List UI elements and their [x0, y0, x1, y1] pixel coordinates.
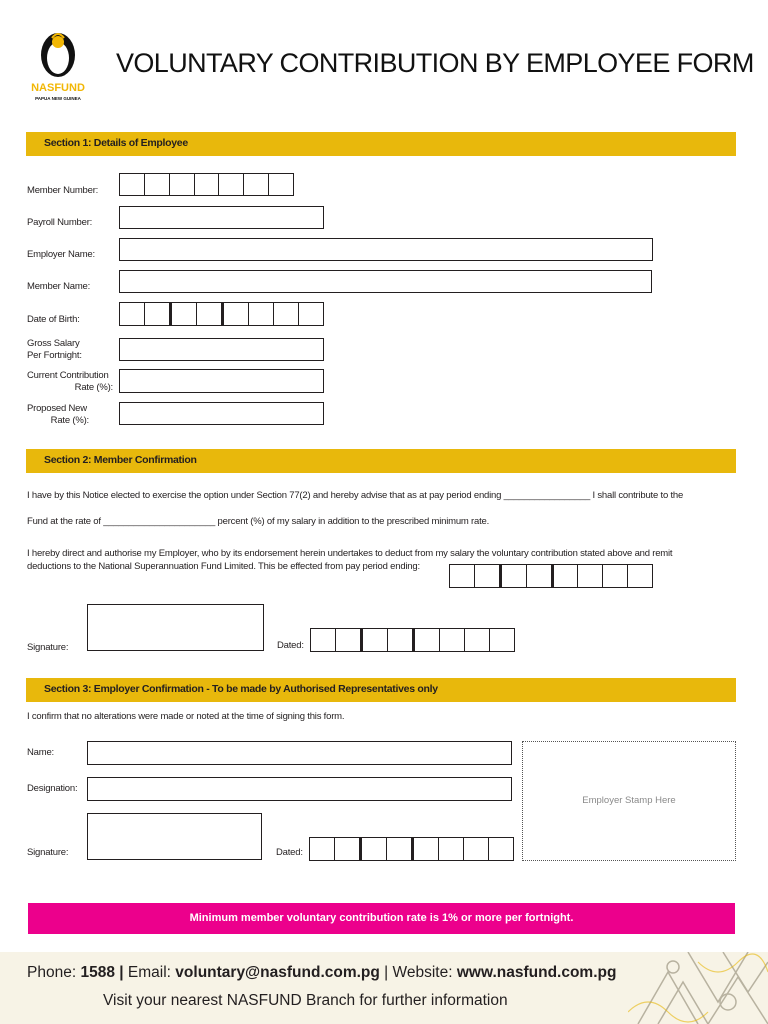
gross-salary-label-2: Per Fortnight:	[27, 350, 82, 361]
designation-label: Designation:	[27, 783, 78, 794]
contact-line: Phone: 1588 | Email: voluntary@nasfund.com.pg | Website: www.nasfund.com.pg	[27, 964, 617, 981]
svg-text:NASFUND: NASFUND	[31, 82, 85, 94]
nasfund-logo	[28, 28, 92, 106]
employer-confirm-text: I confirm that no alterations were made or noted at the time of signing this form.	[27, 711, 345, 722]
website-label: Website:	[392, 964, 453, 981]
notice-election-text: I have by this Notice elected to exercise the option under Section 77(2) and hereby advise that as at pay period ending _________________ I shall contribute to the	[27, 490, 684, 501]
phone-number[interactable]: 1588	[80, 964, 115, 981]
employer-signature-label: Signature:	[27, 847, 69, 858]
employer-name-label: Employer Name:	[27, 249, 95, 260]
section-3-heading: Section 3: Employer Confirmation - To be made by Authorised Representatives only	[44, 683, 438, 695]
payroll-number-label: Payroll Number:	[27, 217, 93, 228]
section-2-bar	[26, 449, 736, 473]
proposed-rate-label-1: Proposed New	[27, 403, 87, 414]
pay-period-date-input[interactable]	[449, 564, 653, 588]
deduction-text: deductions to the National Superannuation Fund Limited. This be effected from pay period ending:	[27, 561, 420, 572]
footer	[0, 952, 768, 1024]
gross-salary-label-1: Gross Salary	[27, 338, 80, 349]
member-signature-label: Signature:	[27, 642, 69, 653]
contribution-rate-text: Fund at the rate of ______________________ percent (%) of my salary in addition to the prescribed minimum rate.	[27, 516, 490, 527]
member-number-label: Member Number:	[27, 185, 99, 196]
phone-label: Phone:	[27, 964, 77, 981]
employer-rep-name-input[interactable]	[87, 741, 512, 765]
svg-text:PAPUA NEW GUINEA: PAPUA NEW GUINEA	[35, 96, 81, 101]
member-name-input[interactable]	[119, 270, 652, 293]
dob-label: Date of Birth:	[27, 314, 80, 325]
section-2-heading: Section 2: Member Confirmation	[44, 454, 197, 466]
tribal-pattern-icon	[628, 952, 768, 1024]
member-number-input[interactable]	[119, 173, 294, 196]
gross-salary-input[interactable]	[119, 338, 324, 361]
employer-stamp-area[interactable]	[522, 741, 736, 861]
employer-dated-label: Dated:	[276, 847, 303, 858]
authorisation-text: I hereby direct and authorise my Employer, who by its endorsement herein undertakes to deduct from my salary the voluntary contribution stated above and remit	[27, 548, 673, 559]
employer-stamp-placeholder: Employer Stamp Here	[582, 795, 676, 806]
section-3-bar	[26, 678, 736, 702]
proposed-rate-label-2: Rate (%):	[50, 415, 89, 426]
minimum-rate-notice	[28, 903, 735, 934]
member-dated-label: Dated:	[277, 640, 304, 651]
employer-dated-input[interactable]	[309, 837, 514, 861]
employer-signature-box[interactable]	[87, 813, 262, 860]
email-link[interactable]: voluntary@nasfund.com.pg	[175, 964, 380, 981]
website-link[interactable]: www.nasfund.com.pg	[456, 964, 617, 981]
section-1-heading: Section 1: Details of Employee	[44, 137, 188, 149]
section-1-bar	[26, 132, 736, 156]
current-rate-label-2: Rate (%):	[74, 382, 113, 393]
email-label: Email:	[127, 964, 171, 981]
proposed-rate-input[interactable]	[119, 402, 324, 425]
designation-input[interactable]	[87, 777, 512, 801]
member-signature-box[interactable]	[87, 604, 264, 651]
minimum-rate-notice-text: Minimum member voluntary contribution rate is 1% or more per fortnight.	[189, 912, 574, 924]
form-title: VOLUNTARY CONTRIBUTION BY EMPLOYEE FORM	[116, 48, 754, 78]
employer-name-label-s3: Name:	[27, 747, 54, 758]
dob-input[interactable]	[119, 302, 324, 326]
current-rate-input[interactable]	[119, 369, 324, 393]
employer-name-input[interactable]	[119, 238, 653, 261]
payroll-number-input[interactable]	[119, 206, 324, 229]
nasfund-logo-icon	[28, 28, 92, 106]
member-dated-input[interactable]	[310, 628, 515, 652]
member-name-label: Member Name:	[27, 281, 91, 292]
current-rate-label-1: Current Contribution	[27, 370, 109, 381]
visit-branch-text: Visit your nearest NASFUND Branch for further information	[103, 992, 508, 1009]
